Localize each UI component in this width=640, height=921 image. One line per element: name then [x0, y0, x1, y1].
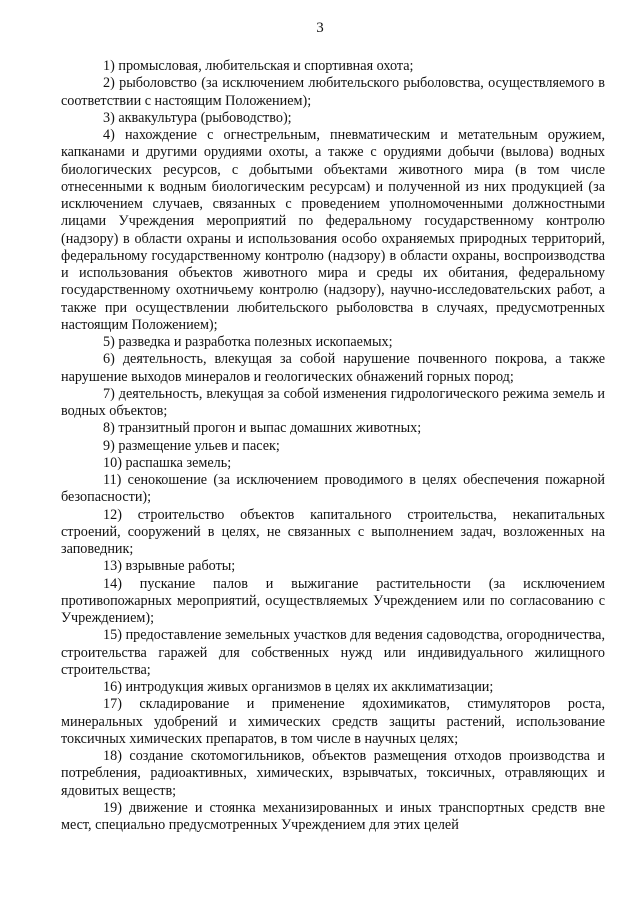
list-item-17: 17) складирование и применение ядохимикатов, стимуляторов роста, минеральных удобрений и химических средств защиты растений, использование токсичных химических препаратов, в том числе в научных целях;: [61, 696, 605, 747]
list-item-13: 13) взрывные работы;: [103, 558, 236, 575]
list-item-14: 14) пускание палов и выжигание растительности (за исключением противопожарных мероприятий, осуществляемых Учреждением или по согласованию с Учреждением);: [61, 575, 605, 626]
list-item-18: 18) создание скотомогильников, объектов размещения отходов производства и потребления, радиоактивных, химических, взрывчатых, токсичных, отравляющих и ядовитых веществ;: [61, 748, 605, 799]
list-item-12: 12) строительство объектов капитального строительства, некапитальных строений, сооружений в целях, не связанных с выполнением задач, возложенных на заповедник;: [61, 506, 605, 557]
list-item-3: 3) аквакультура (рыбоводство);: [103, 109, 292, 126]
list-item-1: 1) промысловая, любительская и спортивная охота;: [103, 58, 414, 74]
list-item-10: 10) распашка земель;: [103, 454, 232, 471]
list-item-11: 11) сенокошение (за исключением проводимого в целях обеспечения пожарной безопасности);: [61, 472, 605, 506]
list-item-7: 7) деятельность, влекущая за собой изменения гидрологического режима земель и водных объектов;: [61, 385, 605, 419]
list-item-16: 16) интродукция живых организмов в целях их акклиматизации;: [103, 679, 494, 695]
list-item-9: 9) размещение ульев и пасек;: [103, 437, 280, 454]
list-item-8: 8) транзитный прогон и выпас домашних животных;: [103, 420, 422, 437]
prohibited-activities-list: [61, 58, 605, 834]
page-number: 3: [316, 20, 324, 36]
list-item-15: 15) предоставление земельных участков для ведения садоводства, огородничества, строительства гаражей для собственных нужд или индивидуального жилищного строительства;: [61, 627, 605, 678]
list-item-4: 4) нахождение с огнестрельным, пневматическим и метательным оружием, капканами и другими орудиями охоты, а также с орудиями добычи (вылова) водных биологических ресурсов, с добытыми объектами животного мира (в том числе отнесенными к водным биологическим ресурсам) и полученной из них продукцией (за исключением случаев, связанных с проведением уполномоченными должностными лицами Учреждения мероприятий по федеральному государственному контролю (надзору) в области охраны и использования особо охраняемых природных территорий, федеральному государственному контролю (надзору) в области охраны, воспроизводства и использования объектов животного мира и среды их обитания, федеральному государственному охотничьему контролю (надзору), научно-исследовательских работ, а также при осуществлении любительского рыболовства в случаях, предусмотренных настоящим Положением);: [61, 127, 605, 333]
list-item-6: 6) деятельность, влекущая за собой нарушение почвенного покрова, а также нарушение выходов минералов и геологических обнажений горных пород;: [61, 351, 605, 385]
list-item-2: 2) рыболовство (за исключением любительского рыболовства, осуществляемого в соответствии с настоящим Положением);: [61, 75, 605, 109]
list-item-19: 19) движение и стоянка механизированных и иных транспортных средств вне мест, специально предусмотренных Учреждением для этих целей: [61, 799, 605, 833]
list-item-5: 5) разведка и разработка полезных ископаемых;: [103, 334, 393, 350]
